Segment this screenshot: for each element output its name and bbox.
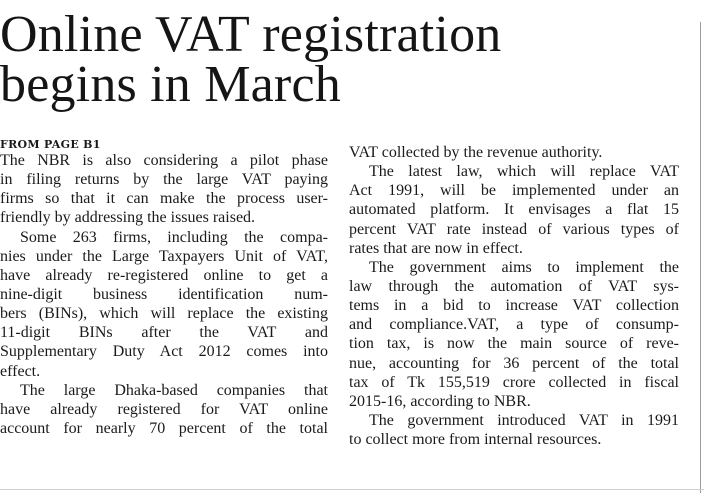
left-column-line: friendly by addressing the issues raised. bbox=[0, 209, 256, 227]
left-column-line: Some 263 firms, including the compa- bbox=[20, 228, 328, 246]
right-column-line: law through the automation of VAT sys- bbox=[349, 277, 679, 295]
jump-label: FROM PAGE B1 bbox=[0, 138, 101, 151]
right-column-line: automated platform. It envisages a flat 15 bbox=[349, 201, 679, 219]
left-column-line: bers (BINs), which will replace the existing bbox=[0, 305, 328, 323]
right-column-line: rates that are now in effect. bbox=[349, 239, 523, 257]
right-column bbox=[349, 143, 679, 449]
left-column-line: have already registered for VAT online bbox=[0, 400, 328, 418]
left-column-line: nies under the Large Taxpayers Unit of VAT, bbox=[0, 247, 328, 265]
right-column-line: The government introduced VAT in 1991 bbox=[369, 411, 679, 429]
left-column-line: firms so that it can make the process user- bbox=[0, 190, 328, 208]
right-column-line: and compliance.VAT, a type of consump- bbox=[349, 316, 679, 334]
left-column-line: 11-digit BINs after the VAT and bbox=[0, 324, 328, 342]
headline-line-1: Online VAT registration bbox=[0, 6, 502, 63]
right-column-line: nue, accounting for 36 percent of the total bbox=[349, 354, 679, 372]
left-column-line: account for nearly 70 percent of the total bbox=[0, 419, 328, 437]
headline-line-2: begins in March bbox=[0, 56, 341, 113]
right-column-line: tion tax, is now the main source of reve- bbox=[349, 335, 679, 353]
left-column-line: effect. bbox=[0, 362, 41, 380]
left-column bbox=[0, 151, 328, 438]
right-column-line: percent VAT rate instead of various types of bbox=[349, 220, 679, 238]
right-column-line: to collect more from internal resources. bbox=[349, 431, 602, 449]
left-column-line: The NBR is also considering a pilot phase bbox=[0, 152, 328, 169]
right-column-line: VAT collected by the revenue authority. bbox=[349, 144, 603, 161]
right-column-line: tems in a bid to increase VAT collection bbox=[349, 297, 679, 315]
column-divider bbox=[700, 22, 701, 493]
right-column-line: 2015-16, according to NBR. bbox=[349, 392, 531, 410]
left-column-line: Supplementary Duty Act 2012 comes into bbox=[0, 343, 328, 361]
left-column-line: in filing returns by the large VAT paying bbox=[0, 171, 328, 189]
left-column-line: have already re-registered online to get a bbox=[0, 266, 328, 284]
left-column-line: nine-digit business identification num- bbox=[0, 285, 328, 303]
article-headline bbox=[0, 6, 690, 113]
bottom-rule bbox=[0, 489, 704, 490]
right-column-line: tax of Tk 155,519 crore collected in fiscal bbox=[349, 373, 679, 391]
right-column-line: The government aims to implement the bbox=[369, 258, 679, 276]
right-column-line: Act 1991, will be implemented under an bbox=[349, 182, 679, 200]
left-column-line: The large Dhaka-based companies that bbox=[20, 381, 328, 399]
right-column-line: The latest law, which will replace VAT bbox=[369, 163, 679, 181]
